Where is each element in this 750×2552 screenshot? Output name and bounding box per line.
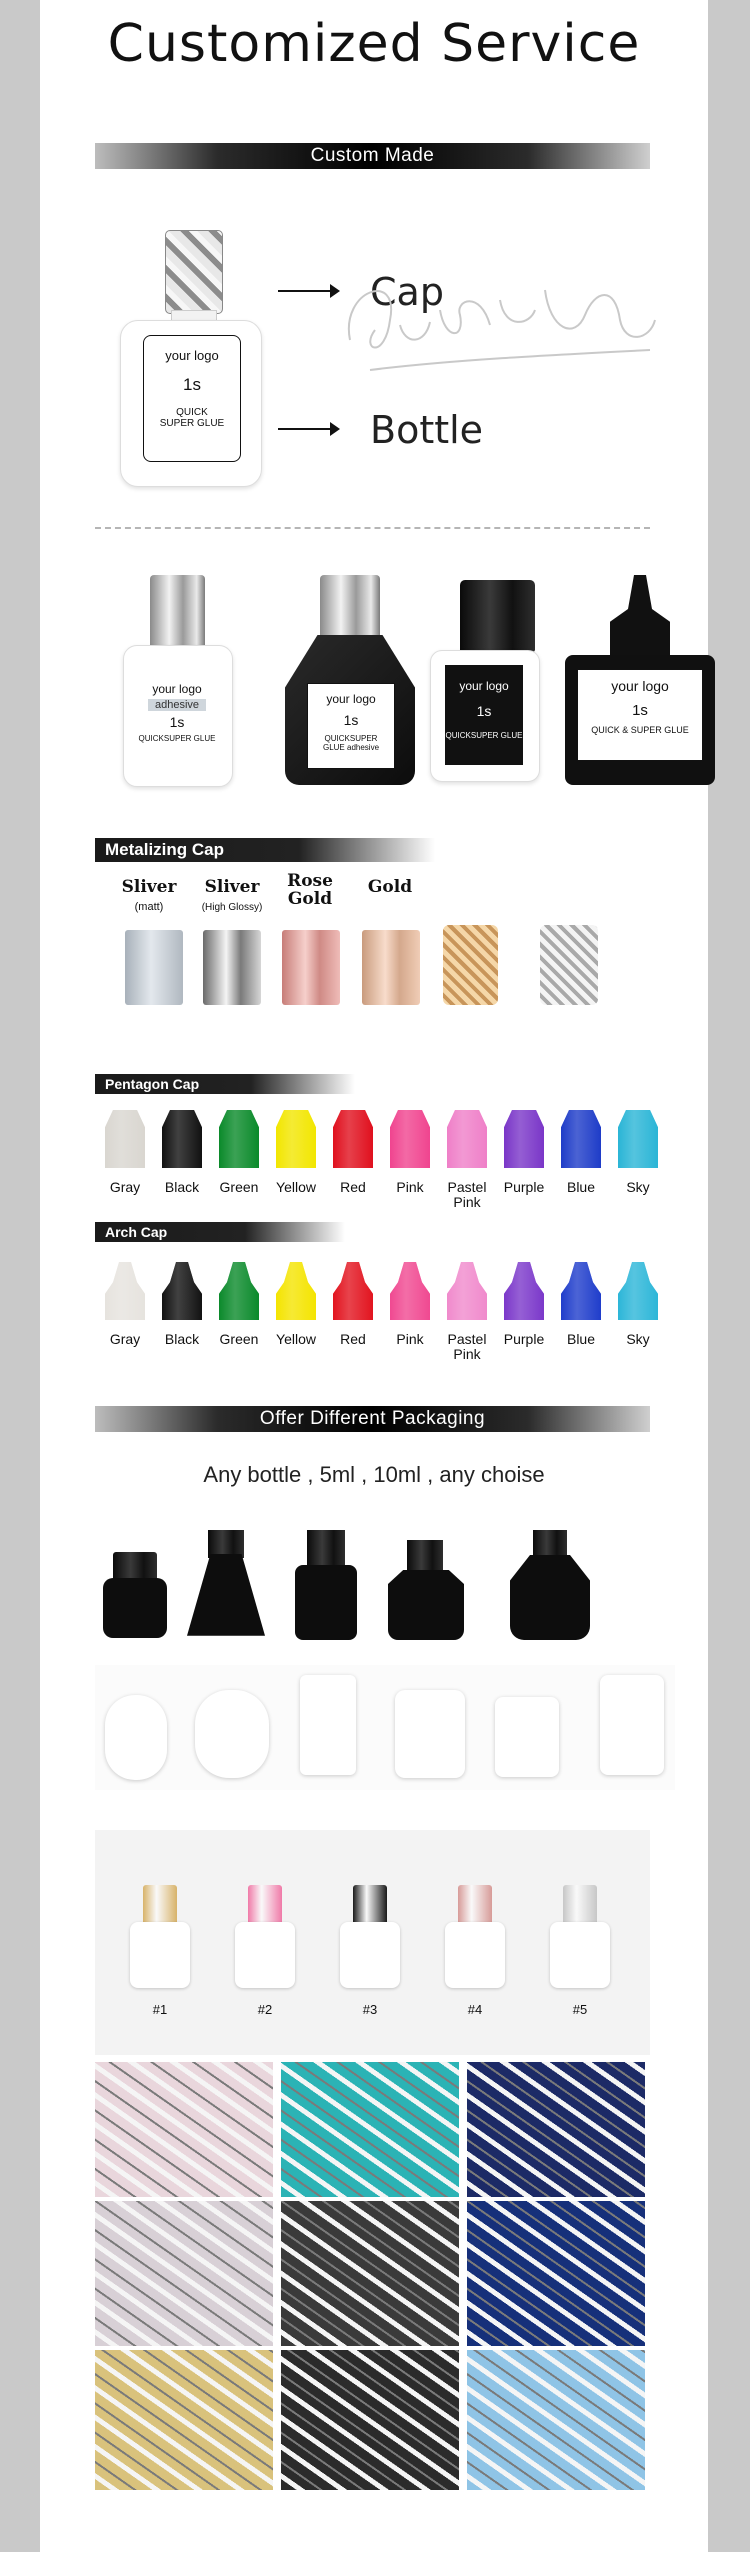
white-bottle: [495, 1697, 559, 1777]
cap-color-name: Blue: [566, 1331, 596, 1347]
cap-color-name: Yellow: [276, 1331, 316, 1347]
dashed-divider: [95, 527, 650, 529]
cap-swatch: [276, 1262, 316, 1320]
glue-text: QUICK & SUPER GLUE: [591, 725, 689, 735]
cap-color-name: Pink: [396, 1331, 424, 1347]
white-bottle: [340, 1922, 400, 1988]
black-bottle: [295, 1565, 357, 1640]
bottle-white: [123, 645, 233, 787]
cap-color-name: Black: [164, 1331, 200, 1347]
cap-silver: [320, 575, 380, 640]
logo-text: your logo: [326, 692, 376, 706]
size-text: 1s: [183, 375, 201, 394]
size-text: 1s: [476, 703, 492, 719]
cap-color-name: Red: [340, 1331, 366, 1347]
cap-swatch: [276, 1110, 316, 1168]
product-photo: [467, 2201, 645, 2346]
cap-color-name: Green: [219, 1331, 259, 1347]
bottle-label: [577, 669, 703, 761]
cap-swatch-silver-glossy: [203, 930, 261, 1005]
cap-swatch-rose-gold: [282, 930, 340, 1005]
black-bottle: [510, 1555, 590, 1640]
cap-color-name: Pastel Pink: [447, 1179, 487, 1210]
bottle-label: [445, 665, 523, 765]
cap-sub: (matt): [134, 901, 164, 913]
adhesive-text: adhesive: [148, 699, 206, 711]
size-text: 1s: [343, 712, 359, 728]
cap-color-name: Yellow: [276, 1179, 316, 1195]
cap-swatch-gold: [362, 930, 420, 1005]
glue-text: QUICKSUPER GLUE: [138, 734, 216, 743]
cap-color-name: Blue: [566, 1179, 596, 1195]
bottle-body: [120, 320, 262, 487]
cap-swatch: [333, 1110, 373, 1168]
superglue-text: SUPER GLUE: [159, 418, 225, 429]
cap-swatch: [390, 1110, 430, 1168]
cap-color-name: Green: [219, 1179, 259, 1195]
bottle-cap: [563, 1885, 597, 1925]
logo-text: your logo: [165, 348, 219, 363]
bottle-number-label: #2: [257, 2002, 273, 2017]
cap-color-name: Gray: [109, 1331, 141, 1347]
cap-swatch: [447, 1110, 487, 1168]
bottle-cap: [248, 1885, 282, 1925]
arrow-cap-line: [278, 290, 336, 292]
cap-color-name: Sky: [626, 1331, 650, 1347]
section-bar-offer-packaging: Offer Different Packaging: [95, 1406, 650, 1432]
pentagon-cap-heading: Pentagon Cap: [95, 1074, 355, 1094]
cap-color-name: Black: [164, 1179, 200, 1195]
cap-swatch: [561, 1110, 601, 1168]
cap-silver: [150, 575, 205, 650]
product-photo: [281, 2350, 459, 2490]
cap-name: Rose Gold: [287, 871, 333, 909]
page-title: Customized Service: [107, 14, 641, 74]
product-photo: [95, 2201, 273, 2346]
cap-color-name: Pastel Pink: [447, 1331, 487, 1362]
black-bottles-row: [95, 1520, 655, 1650]
packaging-subtitle: Any bottle , 5ml , 10ml , any choise: [203, 1462, 545, 1487]
bottle-black: [565, 655, 715, 785]
cap-swatch-silver-matt: [125, 930, 183, 1005]
bottle-number-label: #4: [467, 2002, 483, 2017]
black-bottle: [388, 1570, 464, 1640]
cap-swatch: [105, 1262, 145, 1320]
arch-cap-heading: Arch Cap: [95, 1222, 345, 1242]
white-bottle: [395, 1690, 465, 1778]
logo-text: your logo: [152, 682, 202, 696]
cap-swatch: [618, 1262, 658, 1320]
cap-color-name: Purple: [503, 1179, 545, 1195]
section-bar-custom-made: Custom Made: [95, 143, 650, 169]
bottle-label: [143, 335, 241, 462]
white-bottle: [300, 1675, 356, 1775]
size-text: 1s: [169, 714, 185, 730]
cap-swatch: [219, 1262, 259, 1320]
cap-color-name: Pink: [396, 1179, 424, 1195]
page: [40, 0, 708, 2552]
black-bottle: [103, 1578, 167, 1638]
metalizing-caps: [95, 870, 685, 1050]
metalizing-cap-heading: Metalizing Cap: [95, 838, 435, 862]
arrow-bottle-line: [278, 428, 336, 430]
cap-swatch: [162, 1110, 202, 1168]
bottle-cap: [353, 1885, 387, 1925]
white-bottle: [445, 1922, 505, 1988]
white-bottle: [550, 1922, 610, 1988]
bottle-number-label: #1: [152, 2002, 168, 2017]
white-bottle: [195, 1690, 269, 1778]
cap-sub: (High Glossy): [201, 902, 263, 913]
pointed-cap-black: [610, 575, 670, 660]
logo-text: your logo: [611, 678, 669, 694]
cap-color-name: Sky: [626, 1179, 650, 1195]
white-bottle: [105, 1695, 167, 1780]
white-bottles-row: [95, 1665, 675, 1790]
cap-swatch: [333, 1262, 373, 1320]
cap-color-name: Gray: [109, 1179, 141, 1195]
arch-cap-row: [95, 1262, 695, 1372]
product-photo: [95, 2062, 273, 2197]
arrow-right-icon: [330, 422, 340, 436]
pentagon-cap-row: [95, 1110, 695, 1220]
white-bottle: [235, 1922, 295, 1988]
product-photo: [467, 2350, 645, 2490]
cap-illustration: [165, 230, 223, 314]
bottle-label: [307, 683, 395, 769]
cap-label: Cap: [370, 270, 444, 314]
bottle-cap: [143, 1885, 177, 1925]
bottle-label-text: Bottle: [370, 408, 484, 452]
product-photo: [467, 2062, 645, 2197]
quick-text: QUICK: [176, 407, 208, 418]
numbered-bottles-panel: [95, 1830, 650, 2055]
cap-swatch: [390, 1262, 430, 1320]
cap-black: [460, 580, 535, 655]
cap-swatch: [219, 1110, 259, 1168]
product-photo: [95, 2350, 273, 2490]
cap-swatch: [504, 1110, 544, 1168]
cap-color-name: Purple: [503, 1331, 545, 1347]
bottle-label: [138, 676, 216, 771]
cap-swatch: [447, 1262, 487, 1320]
bottle-number-label: #5: [572, 2002, 588, 2017]
cap-swatch: [162, 1262, 202, 1320]
cap-swatch-silver-diamond: [540, 925, 598, 1005]
cap-name: Sliver: [204, 877, 260, 897]
product-photo: [281, 2201, 459, 2346]
bottle-cap: [458, 1885, 492, 1925]
black-bottle: [187, 1554, 265, 1640]
logo-text: your logo: [459, 679, 509, 693]
product-photo: [281, 2062, 459, 2197]
glue-text: QUICKSUPER GLUE: [445, 731, 523, 740]
white-bottle: [130, 1922, 190, 1988]
product-photo-grid: [95, 2062, 685, 2492]
bottle-number-label: #3: [362, 2002, 378, 2017]
cap-swatch: [504, 1262, 544, 1320]
cap-color-name: Red: [340, 1179, 366, 1195]
cap-swatch: [105, 1110, 145, 1168]
glue-text: QUICKSUPER GLUE adhesive: [322, 734, 380, 752]
cap-swatch-gold-diamond: [443, 925, 498, 1005]
white-bottle: [600, 1675, 664, 1775]
custom-made-signature: [330, 230, 670, 400]
cap-swatch: [561, 1262, 601, 1320]
cap-name: Sliver: [121, 877, 177, 897]
cap-name: Gold: [367, 877, 413, 897]
size-text: 1s: [632, 702, 648, 719]
cap-swatch: [618, 1110, 658, 1168]
bottle-variants-row: [95, 565, 689, 805]
bottle-white: [430, 650, 540, 782]
